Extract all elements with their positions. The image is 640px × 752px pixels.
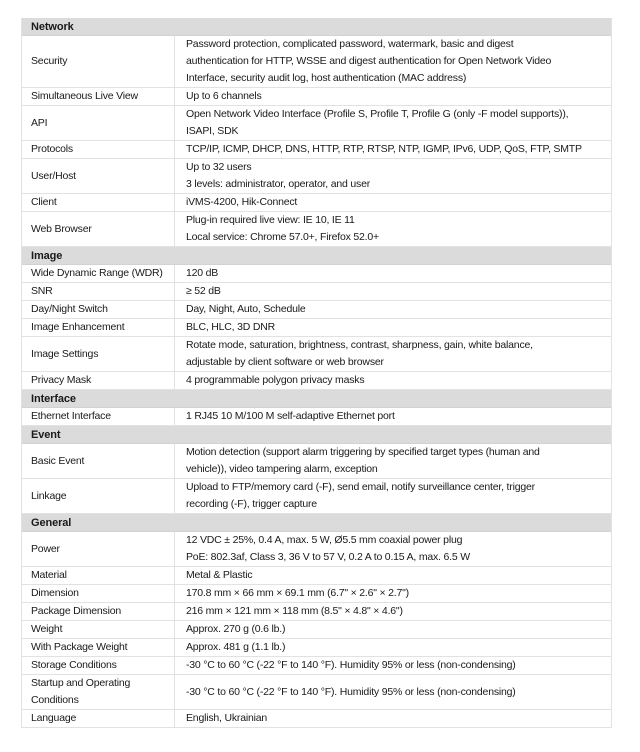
spec-row-user-host — [22, 159, 611, 194]
spec-label: Dimension — [22, 585, 175, 602]
spec-value-line: BLC, HLC, 3D DNR — [186, 321, 275, 333]
spec-row-with-package-weight — [22, 639, 611, 657]
spec-label: Linkage — [22, 479, 175, 513]
spec-value-line: PoE: 802.3af, Class 3, 36 V to 57 V, 0.2 A to 0.15 A, max. 6.5 W — [186, 551, 470, 563]
spec-value — [175, 675, 611, 709]
spec-row-wide-dynamic-range-wdr — [22, 265, 611, 283]
spec-label: Storage Conditions — [22, 657, 175, 674]
spec-label: Basic Event — [22, 444, 175, 478]
spec-row-power — [22, 532, 611, 567]
spec-label: Wide Dynamic Range (WDR) — [22, 265, 175, 282]
spec-label: Security — [22, 36, 175, 87]
spec-value-line: Approx. 270 g (0.6 lb.) — [186, 623, 286, 635]
spec-value — [175, 657, 611, 674]
spec-label: Ethernet Interface — [22, 408, 175, 425]
spec-value — [175, 319, 611, 336]
spec-label: Day/Night Switch — [22, 301, 175, 318]
spec-label: SNR — [22, 283, 175, 300]
spec-label: Web Browser — [22, 212, 175, 246]
spec-value — [175, 603, 611, 620]
spec-value-line: Day, Night, Auto, Schedule — [186, 303, 306, 315]
spec-value — [175, 194, 611, 211]
spec-value-line: Motion detection (support alarm triggering by specified target types (human and — [186, 446, 540, 458]
spec-value — [175, 337, 611, 371]
spec-value-line: Approx. 481 g (1.1 lb.) — [186, 641, 286, 653]
spec-value-line: 120 dB — [186, 267, 219, 279]
spec-value-line: 3 levels: administrator, operator, and user — [186, 178, 371, 190]
spec-value — [175, 283, 611, 300]
section-header-image: Image — [22, 247, 611, 265]
section-header-event: Event — [22, 426, 611, 444]
spec-row-startup-and-operating-conditions — [22, 675, 611, 710]
spec-value-line: Rotate mode, saturation, brightness, contrast, sharpness, gain, white balance, — [186, 339, 533, 351]
spec-value — [175, 106, 611, 140]
spec-value — [175, 159, 611, 193]
spec-row-web-browser — [22, 212, 611, 247]
spec-row-snr — [22, 283, 611, 301]
spec-value-line: Local service: Chrome 57.0+, Firefox 52.0+ — [186, 231, 379, 243]
spec-row-security — [22, 36, 611, 88]
spec-label: Material — [22, 567, 175, 584]
spec-label: Client — [22, 194, 175, 211]
spec-value — [175, 265, 611, 282]
spec-value-line: ≥ 52 dB — [186, 285, 221, 297]
spec-row-weight — [22, 621, 611, 639]
spec-label: Startup and Operating Conditions — [22, 675, 175, 709]
spec-value-line: Plug-in required live view: IE 10, IE 11 — [186, 214, 355, 226]
spec-row-storage-conditions — [22, 657, 611, 675]
section-header-interface: Interface — [22, 390, 611, 408]
spec-row-privacy-mask — [22, 372, 611, 390]
spec-row-ethernet-interface — [22, 408, 611, 426]
spec-value-line: 1 RJ45 10 M/100 M self-adaptive Ethernet port — [186, 410, 395, 422]
spec-label: Image Enhancement — [22, 319, 175, 336]
spec-value — [175, 212, 611, 246]
spec-row-linkage — [22, 479, 611, 514]
spec-row-protocols — [22, 141, 611, 159]
spec-row-package-dimension — [22, 603, 611, 621]
spec-label: Simultaneous Live View — [22, 88, 175, 105]
spec-label: Power — [22, 532, 175, 566]
spec-value-line: Metal & Plastic — [186, 569, 253, 581]
spec-label: Weight — [22, 621, 175, 638]
spec-value-line: TCP/IP, ICMP, DHCP, DNS, HTTP, RTP, RTSP, NTP, IGMP, IPv6, UDP, QoS, FTP, SMTP — [186, 143, 582, 155]
section-header-network: Network — [22, 18, 611, 36]
spec-row-api — [22, 106, 611, 141]
spec-value-line: iVMS-4200, Hik-Connect — [186, 196, 298, 208]
spec-value — [175, 444, 611, 478]
spec-value — [175, 585, 611, 602]
spec-row-client — [22, 194, 611, 212]
spec-value-line: authentication for HTTP, WSSE and digest authentication for Open Network Video — [186, 55, 552, 67]
spec-value-line: English, Ukrainian — [186, 712, 268, 724]
spec-row-dimension — [22, 585, 611, 603]
section-header-general: General — [22, 514, 611, 532]
spec-label: Language — [22, 710, 175, 727]
spec-value-line: Open Network Video Interface (Profile S, Profile T, Profile G (only -F model supports)), — [186, 108, 569, 120]
spec-value-line: 12 VDC ± 25%, 0.4 A, max. 5 W, Ø5.5 mm coaxial power plug — [186, 534, 463, 546]
spec-value-line: 4 programmable polygon privacy masks — [186, 374, 365, 386]
spec-label: Protocols — [22, 141, 175, 158]
spec-label: API — [22, 106, 175, 140]
spec-label: Image Settings — [22, 337, 175, 371]
spec-row-basic-event — [22, 444, 611, 479]
spec-value-line: recording (-F), trigger capture — [186, 498, 317, 510]
spec-value-line: Up to 32 users — [186, 161, 252, 173]
spec-value-line: Password protection, complicated password, watermark, basic and digest — [186, 38, 514, 50]
spec-value-line: adjustable by client software or web browser — [186, 356, 384, 368]
spec-label: Privacy Mask — [22, 372, 175, 389]
spec-label: With Package Weight — [22, 639, 175, 656]
spec-value-line: 216 mm × 121 mm × 118 mm (8.5" × 4.8" × 4.6") — [186, 605, 403, 617]
spec-value — [175, 301, 611, 318]
spec-value — [175, 88, 611, 105]
spec-label: User/Host — [22, 159, 175, 193]
spec-value — [175, 532, 611, 566]
spec-row-material — [22, 567, 611, 585]
spec-value — [175, 36, 611, 87]
spec-value-line: Upload to FTP/memory card (-F), send email, notify surveillance center, trigger — [186, 481, 535, 493]
spec-value-line: 170.8 mm × 66 mm × 69.1 mm (6.7" × 2.6" × 2.7") — [186, 587, 409, 599]
spec-value — [175, 567, 611, 584]
spec-table — [21, 18, 612, 728]
spec-value — [175, 639, 611, 656]
spec-row-image-settings — [22, 337, 611, 372]
spec-value-line: Interface, security audit log, host authentication (MAC address) — [186, 72, 467, 84]
spec-label: Package Dimension — [22, 603, 175, 620]
spec-row-image-enhancement — [22, 319, 611, 337]
spec-value-line: ISAPI, SDK — [186, 125, 239, 137]
spec-value-line: vehicle)), video tampering alarm, exception — [186, 463, 378, 475]
spec-value-line: Up to 6 channels — [186, 90, 262, 102]
spec-row-day-night-switch — [22, 301, 611, 319]
spec-value — [175, 141, 611, 158]
spec-value-line: -30 °C to 60 °C (-22 °F to 140 °F). Humidity 95% or less (non-condensing) — [186, 659, 516, 671]
spec-value — [175, 479, 611, 513]
spec-value — [175, 710, 611, 727]
spec-value — [175, 408, 611, 425]
spec-value — [175, 372, 611, 389]
spec-value — [175, 621, 611, 638]
spec-row-simultaneous-live-view — [22, 88, 611, 106]
spec-value-line: -30 °C to 60 °C (-22 °F to 140 °F). Humidity 95% or less (non-condensing) — [186, 685, 516, 698]
spec-row-language — [22, 710, 611, 727]
